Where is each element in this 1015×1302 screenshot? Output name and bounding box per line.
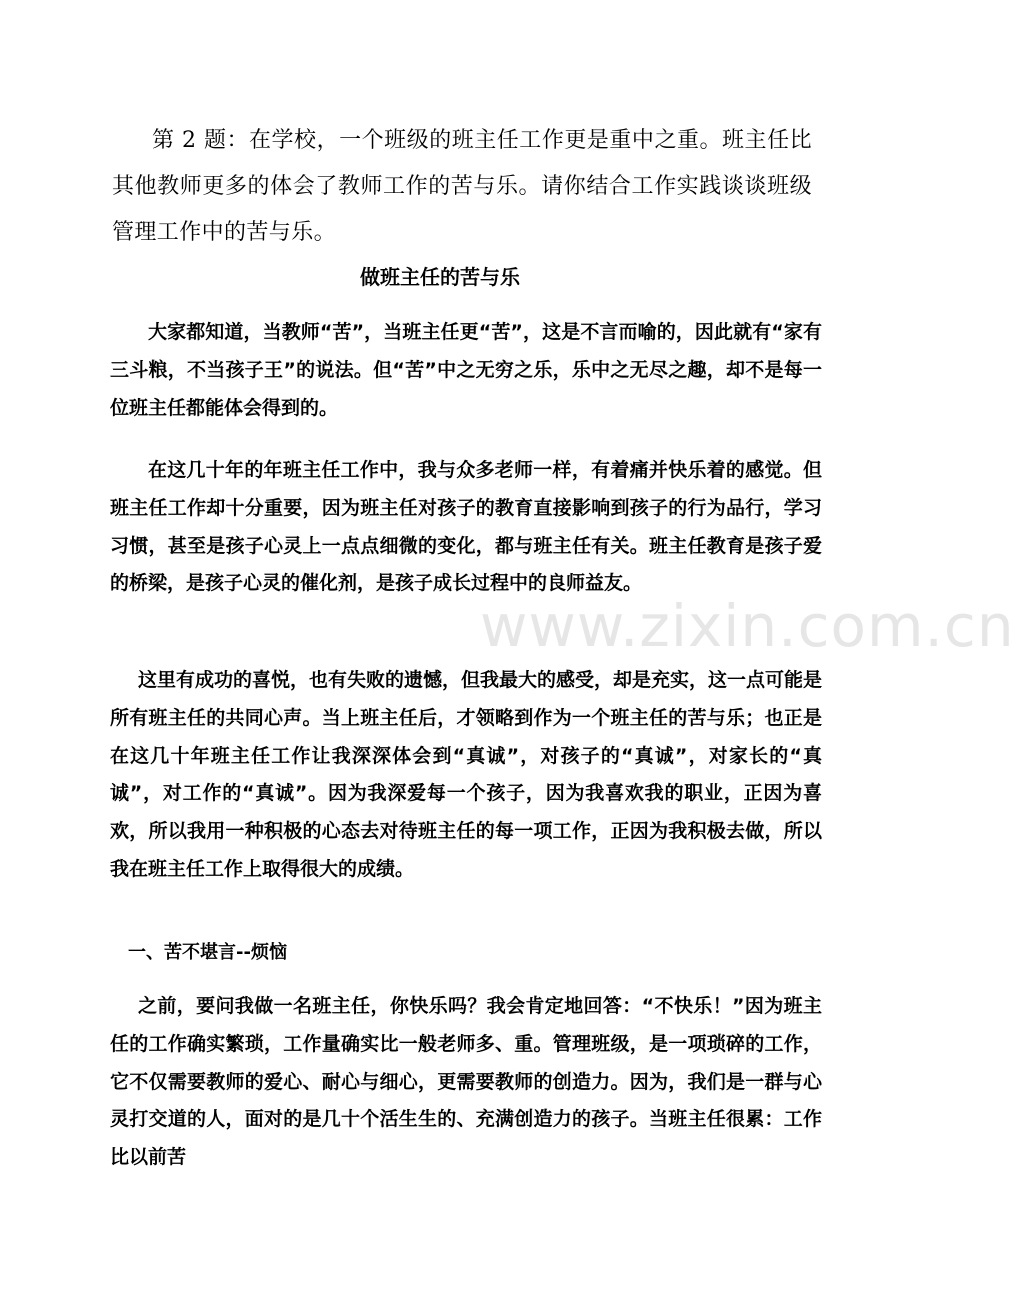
watermark: www.zixin.com.cn	[480, 592, 1015, 660]
paragraph-1: 大家都知道，当教师“苦”，当班主任更“苦”，这是不言而喻的，因此就有“家有三斗粮，不当孩子王”的说法。但“苦”中之无穷之乐，乐中之无尽之趣，却不是每一位班主任都能体会得到的。	[110, 321, 822, 419]
paragraph-2: 在这几十年的年班主任工作中，我与众多老师一样，有着痛并快乐着的感觉。但班主任工作却十分重要，因为班主任对孩子的教育直接影响到孩子的行为品行，学习习惯，甚至是孩子心灵上一点点细微的变化，都与班主任有关。班主任教育是孩子爱的桥梁，是孩子心灵的催化剂，是孩子成长过程中的良师益友。	[110, 459, 822, 595]
section-heading: 一、苦不堪言--烦恼	[128, 942, 287, 963]
paragraph-3: 这里有成功的喜悦，也有失败的遗憾，但我最大的感受，却是充实，这一点可能是所有班主任的共同心声。当上班主任后，才领略到作为一个班主任的苦与乐；也正是在这几十年班主任工作让我深深体会到“真诚”，对孩子的“真诚”，对家长的“真诚”，对工作的“真诚”。因为我深爱每一个孩子，因为我喜欢我的职业，正因为喜欢，所以我用一种积极的心态去对待班主任的每一项工作，正因为我积极去做，所以我在班主任工作上取得很大的成绩。	[110, 669, 823, 880]
essay-title: 做班主任的苦与乐	[360, 265, 520, 289]
question-text: 第 2 题：在学校，一个班级的班主任工作更是重中之重。班主任比其他教师更多的体会了教师工作的苦与乐。请你结合工作实践谈谈班级管理工作中的苦与乐。	[112, 128, 812, 245]
section-paragraph: 之前，要问我做一名班主任，你快乐吗？我会肯定地回答：“不快乐！”因为班主任的工作确实繁琐，工作量确实比一般老师多、重。管理班级，是一项琐碎的工作，它不仅需要教师的爱心、耐心与细心，更需要教师的创造力。因为，我们是一群与心灵打交道的人，面对的是几十个活生生的、充满创造力的孩子。当班主任很累：工作比以前苦	[110, 995, 822, 1169]
